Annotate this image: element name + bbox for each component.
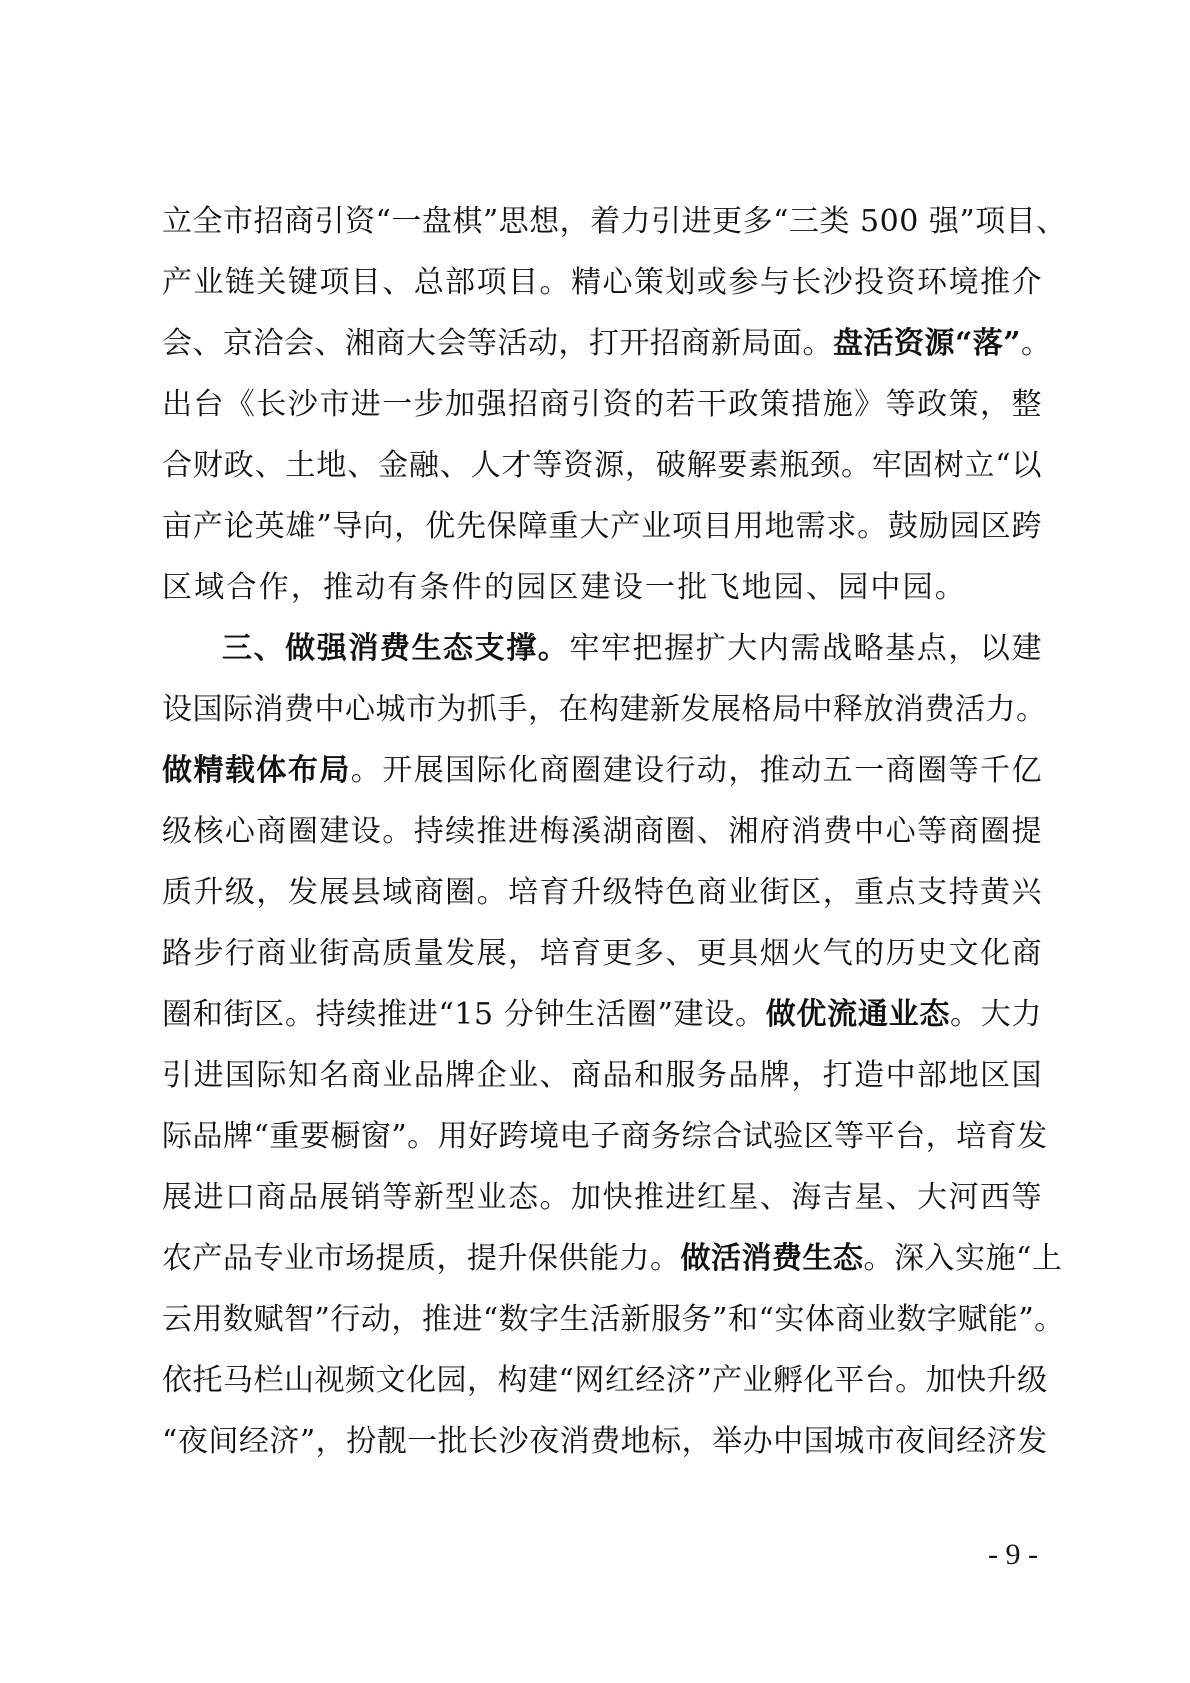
paragraph-line: 引进国际知名商业品牌企业、商品和服务品牌，打造中部地区国 bbox=[162, 1058, 1042, 1093]
subheading-inline: 做精载体布局 bbox=[162, 753, 351, 788]
paragraph-line: 产业链关键项目、总部项目。精心策划或参与长沙投资环境推介 bbox=[162, 265, 1042, 300]
paragraph-line: 设国际消费中心城市为抓手，在构建新发展格局中释放消费活力。 bbox=[162, 692, 1047, 727]
paragraph-line: “夜间经济”，扮靓一批长沙夜消费地标，举办中国城市夜间经济发 bbox=[162, 1424, 1048, 1459]
paragraph-line: 做精载体布局。开展国际化商圈建设行动，推动五一商圈等千亿 bbox=[162, 753, 1043, 788]
paragraph-line: 出台《长沙市进一步加强招商引资的若干政策措施》等政策，整 bbox=[162, 387, 1042, 422]
paragraph-line: 农产品专业市场提质，提升保供能力。做活消费生态。深入实施“上 bbox=[162, 1241, 1063, 1276]
section-heading-line: 三、做强消费生态支撑。牢牢把握扩大内需战略基点，以建 bbox=[222, 631, 1043, 666]
paragraph-line: 亩产论英雄”导向，优先保障重大产业项目用地需求。鼓励园区跨 bbox=[162, 509, 1042, 544]
paragraph-line: 展进口商品展销等新型业态。加快推进红星、海吉星、大河西等 bbox=[162, 1180, 1042, 1215]
page-number: - 9 - bbox=[988, 1538, 1038, 1571]
paragraph-line: 际品牌“重要橱窗”。用好跨境电子商务综合试验区等平台，培育发 bbox=[162, 1119, 1048, 1154]
subheading-inline: 做优流通业态 bbox=[765, 997, 951, 1032]
paragraph-line: 会、京洽会、湘商大会等活动，打开招商新局面。盘活资源“落”。 bbox=[162, 326, 1052, 361]
paragraph-line: 依托马栏山视频文化园，构建“网红经济”产业孵化平台。加快升级 bbox=[162, 1363, 1048, 1398]
subheading-inline: 盘活资源“落” bbox=[833, 326, 1022, 361]
paragraph-line: 区域合作，推动有条件的园区建设一批飞地园、园中园。 bbox=[162, 570, 967, 605]
subheading-inline: 做活消费生态 bbox=[680, 1241, 864, 1276]
paragraph-line: 立全市招商引资“一盘棋”思想，着力引进更多“三类 500 强”项目、 bbox=[162, 204, 1067, 239]
paragraph-line: 云用数赋智”行动，推进“数字生活新服务”和“实体商业数字赋能”。 bbox=[162, 1302, 1065, 1337]
section-heading: 三、做强消费生态支撑。 bbox=[222, 631, 570, 666]
paragraph-line: 路步行商业街高质量发展，培育更多、更具烟火气的历史文化商 bbox=[162, 936, 1042, 971]
paragraph-line: 圈和街区。持续推进“15 分钟生活圈”建设。做优流通业态。大力 bbox=[162, 997, 1042, 1032]
paragraph-line: 级核心商圈建设。持续推进梅溪湖商圈、湘府消费中心等商圈提 bbox=[162, 814, 1042, 849]
paragraph-line: 合财政、土地、金融、人才等资源，破解要素瓶颈。牢固树立“以 bbox=[162, 448, 1042, 483]
paragraph-line: 质升级，发展县域商圈。培育升级特色商业街区，重点支持黄兴 bbox=[162, 875, 1042, 910]
